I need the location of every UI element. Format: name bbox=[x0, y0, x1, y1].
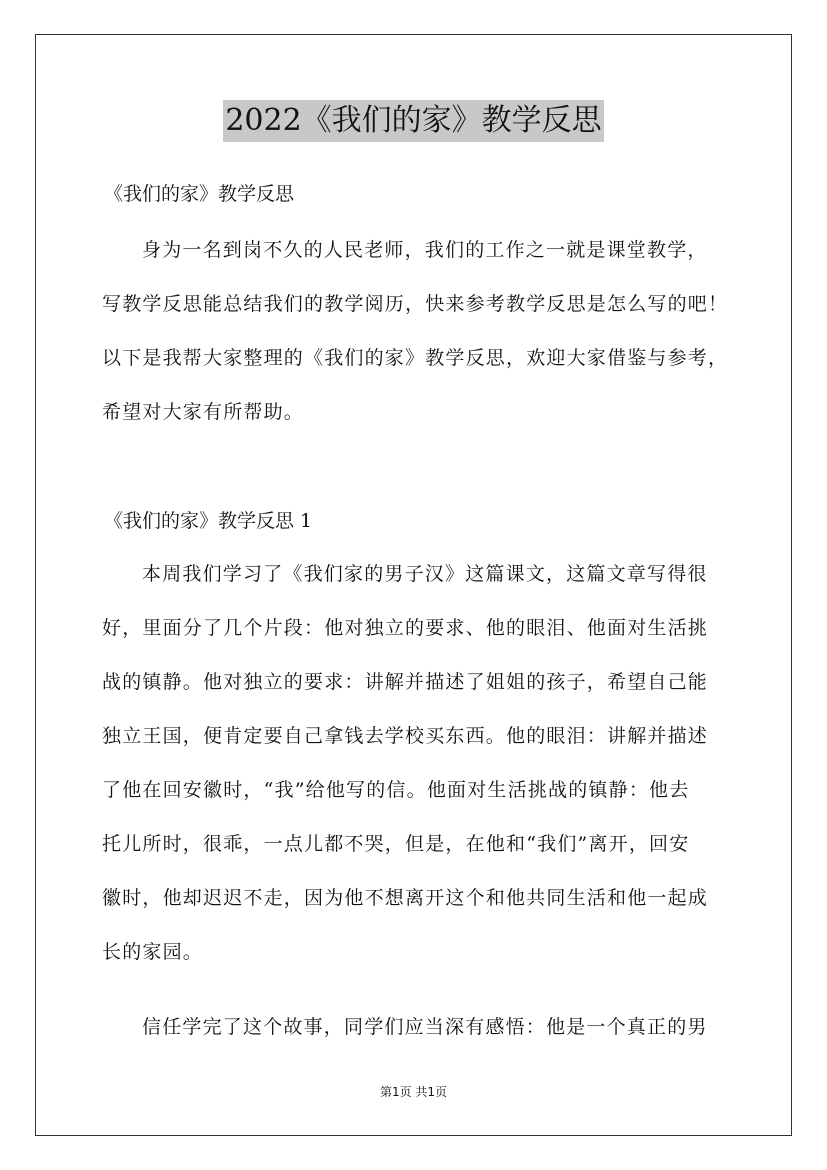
intro-line-3: 以下是我帮大家整理的《我们的家》教学反思，欢迎大家借鉴与参考， bbox=[102, 347, 729, 369]
section1-line-8: 长的家园。 bbox=[102, 941, 204, 963]
document-title: 2022《我们的家》教学反思 bbox=[223, 100, 603, 142]
section1-para2-line-1: 信任学完了这个故事，同学们应当深有感悟：他是一个真正的男 bbox=[142, 1016, 708, 1038]
title-container bbox=[0, 100, 827, 142]
section1-line-4: 独立王国，便肯定要自己拿钱去学校买东西。他的眼泪：讲解并描述 bbox=[102, 725, 709, 747]
section1-line-2: 好，里面分了几个片段：他对独立的要求、他的眼泪、他面对生活挑 bbox=[102, 617, 709, 639]
section1-line-6: 托儿所时，很乖，一点儿都不哭，但是，在他和“我们”离开，回安 bbox=[102, 833, 690, 855]
page-footer: 第1页 共1页 bbox=[379, 1085, 448, 1099]
section1-heading: 《我们的家》教学反思 1 bbox=[104, 510, 313, 532]
document-subtitle: 《我们的家》教学反思 bbox=[104, 183, 295, 205]
intro-line-2: 写教学反思能总结我们的教学阅历，快来参考教学反思是怎么写的吧！ bbox=[102, 293, 729, 315]
section1-line-1: 本周我们学习了《我们家的男子汉》这篇课文，这篇文章写得很 bbox=[142, 563, 708, 585]
intro-line-1: 身为一名到岗不久的人民老师，我们的工作之一就是课堂教学， bbox=[142, 239, 708, 261]
section1-line-3: 战的镇静。他对独立的要求：讲解并描述了姐姐的孩子，希望自己能 bbox=[102, 671, 709, 693]
section1-line-7: 徽时，他却迟迟不走，因为他不想离开这个和他共同生活和他一起成 bbox=[102, 887, 709, 909]
section1-line-5: 了他在回安徽时，“我”给他写的信。他面对生活挑战的镇静：他去 bbox=[102, 779, 690, 801]
intro-line-4: 希望对大家有所帮助。 bbox=[102, 401, 305, 423]
